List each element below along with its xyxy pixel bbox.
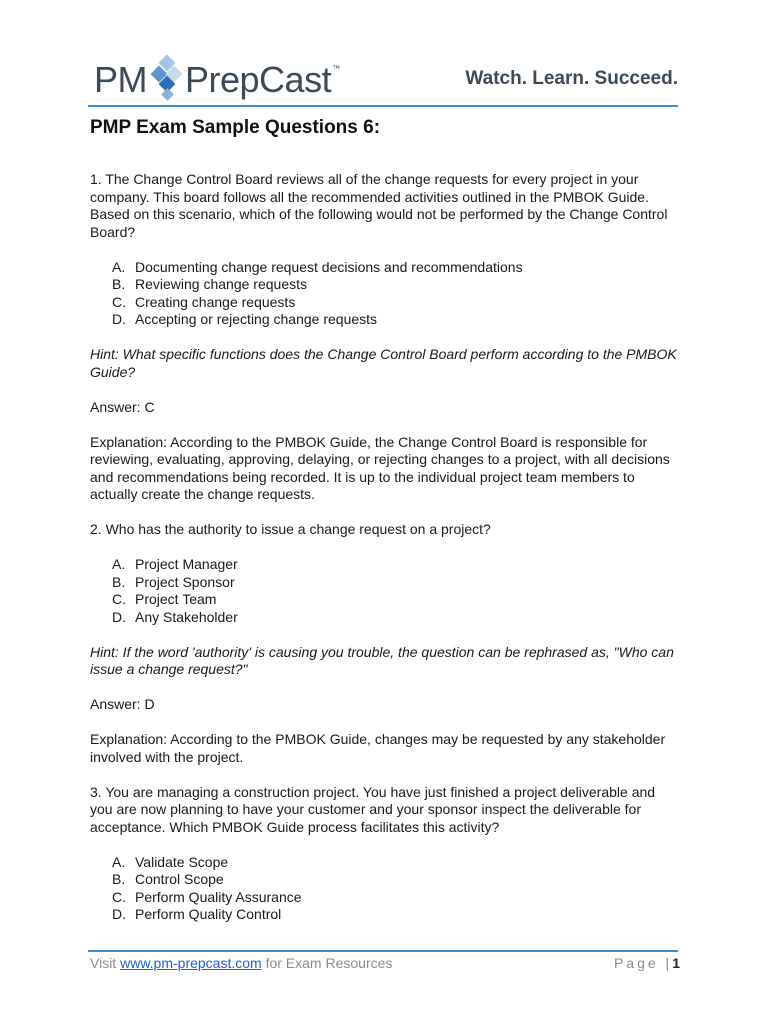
option-item: B. Control Scope	[112, 871, 224, 887]
page-number: 1	[672, 955, 680, 971]
logo-text-pm: PM	[94, 59, 147, 100]
option-item: C. Perform Quality Assurance	[112, 888, 302, 905]
explanation-text: Explanation: According to the PMBOK Guide, the Change Control Board is responsible for reviewing, evaluating, approving, delaying, or rejecting changes to a project, with all decisions and recommendations being recorded. It is up to the individual project team members to actually create the change requests.	[90, 433, 670, 502]
option-item: B. Project Sponsor	[112, 573, 235, 590]
answer-options	[90, 556, 680, 626]
answer-options	[90, 854, 680, 924]
footer-divider	[88, 950, 678, 952]
page-header	[90, 48, 680, 108]
footer-resources	[90, 955, 392, 971]
option-item: A. Project Manager	[112, 556, 238, 572]
question-text: 1. The Change Control Board reviews all of the change requests for every project in your company. This board follows all the recommended activities outlined in the PMBOK Guide. Based on this scenario, which of the following would not be performed by the Change Control Board?	[90, 171, 668, 240]
footer-visit-text: Visit	[90, 955, 121, 971]
footer-suffix-text: for Exam Resources	[261, 955, 393, 971]
option-item: D. Perform Quality Control	[112, 906, 282, 922]
option-item: C. Project Team	[112, 591, 217, 607]
option-item: A. Documenting change request decisions and recommendations	[112, 258, 523, 275]
header-divider	[88, 105, 678, 107]
question-text: 2. Who has the authority to issue a change request on a project?	[90, 521, 491, 537]
page-title: PMP Exam Sample Questions 6:	[90, 117, 381, 138]
page-indicator	[614, 955, 680, 971]
tagline: Watch. Learn. Succeed.	[465, 68, 678, 89]
option-item: C. Creating change requests	[112, 293, 296, 310]
diamond-logo-icon	[152, 56, 182, 104]
website-link[interactable]: www.pm-prepcast.com	[120, 955, 262, 971]
question-text: 3. You are managing a construction project. You have just finished a project deliverable and you are now planning to have your customer and your sponsor inspect the deliverable for acceptance. Which PMBOK Guide process facilitates this activity?	[90, 783, 656, 835]
answer-options	[90, 259, 680, 329]
option-item: D. Any Stakeholder	[112, 608, 238, 625]
hint-text: Hint: If the word 'authority' is causing you trouble, the question can be rephrased as, "Who can issue a change request?"	[90, 643, 674, 677]
answer-text: Answer: C	[90, 398, 155, 415]
hint-text: Hint: What specific functions does the Change Control Board perform according to the PMBOK Guide?	[90, 346, 677, 380]
logo-text-prepcast: PrepCast	[185, 59, 332, 100]
option-item: A. Validate Scope	[112, 853, 229, 870]
document-body	[90, 116, 680, 941]
option-item: B. Reviewing change requests	[112, 276, 307, 292]
pm-prepcast-logo[interactable]	[94, 56, 340, 104]
option-item: D. Accepting or rejecting change requests	[112, 311, 378, 327]
page-label: Page |	[613, 955, 673, 971]
page-footer	[90, 955, 680, 971]
explanation-text: Explanation: According to the PMBOK Guide, changes may be requested by any stakeholder involved with the project.	[90, 731, 666, 765]
trademark-symbol: ™	[332, 63, 340, 73]
answer-text: Answer: D	[90, 696, 155, 712]
